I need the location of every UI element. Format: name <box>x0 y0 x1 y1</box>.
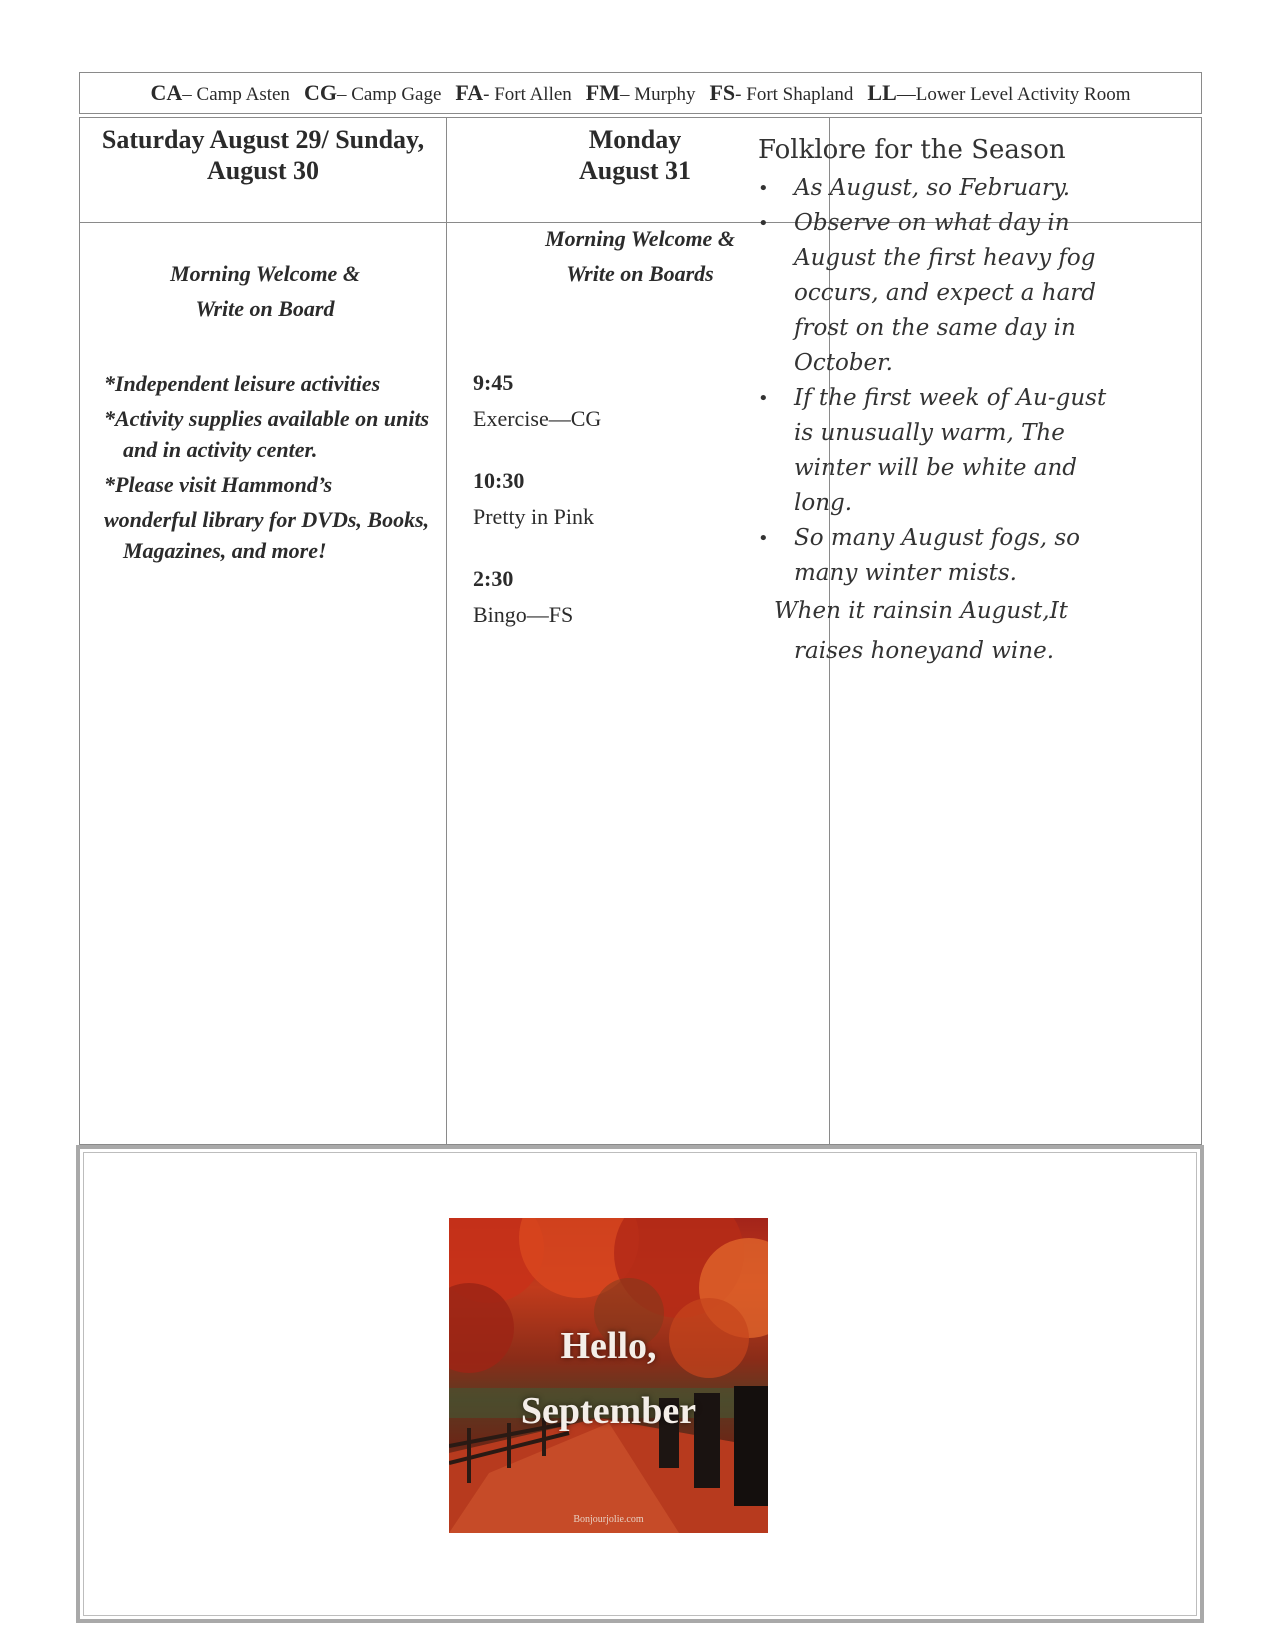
monday-day-name: Monday <box>588 125 682 154</box>
weekend-note: *Please visit Hammond’s <box>104 472 333 497</box>
schedule-slot <box>473 561 803 633</box>
weekend-note: wonderful library for DVDs, Books, Magazines, and more! <box>104 507 430 563</box>
folklore-closing: When it rainsin August,It raises honeyand wine. <box>774 598 1068 664</box>
folklore-item: • Observe on what day in August the first heavy fog occurs, and expect a hard frost on the same day in October. <box>758 206 1113 381</box>
schedule-slot <box>473 365 803 437</box>
legend-item-fa: FA- Fort Allen <box>455 80 572 105</box>
legend-item-fs: FS- Fort Shapland <box>709 80 854 105</box>
weekend-header: Saturday August 29/ Sunday, August 30 <box>101 125 425 185</box>
photo-frame <box>76 1145 1204 1623</box>
weekend-notes <box>104 368 434 570</box>
weekend-note: *Independent leisure activities <box>104 371 381 396</box>
legend-item-fm: FM– Murphy <box>585 80 696 105</box>
slot-time: 10:30 <box>473 468 525 493</box>
folklore-item: • As August, so February. <box>758 171 1113 206</box>
column-divider <box>446 118 447 1144</box>
folklore-item: • So many August fogs, so many winter mists. <box>758 521 1113 591</box>
slot-activity: Bingo—FS <box>473 602 574 627</box>
location-legend <box>79 72 1202 114</box>
legend-item-ca: CA– Camp Asten <box>150 80 290 105</box>
poster-line-september: September <box>520 1390 697 1432</box>
monday-welcome: Morning Welcome & Write on Boards <box>545 226 735 286</box>
folklore-title: Folklore for the Season <box>758 135 1066 165</box>
legend-item-cg: CG– Camp Gage <box>303 80 442 105</box>
poster-line-hello: Hello, <box>560 1325 657 1367</box>
folklore-panel <box>758 133 1113 671</box>
weekend-note: *Activity supplies available on units and in activity center. <box>104 406 430 462</box>
legend-item-ll: LL—Lower Level Activity Room <box>867 80 1131 105</box>
poster-credit: Bonjourjolie.com <box>573 1514 644 1525</box>
slot-time: 9:45 <box>473 370 514 395</box>
weekend-welcome: Morning Welcome & Write on Board <box>170 261 360 321</box>
slot-activity: Exercise—CG <box>473 406 602 431</box>
slot-activity: Pretty in Pink <box>473 504 595 529</box>
folklore-item: • If the first week of Au-gust is unusually warm, The winter will be white and long. <box>758 381 1113 521</box>
schedule-slot <box>473 463 803 535</box>
hello-september-image <box>449 1218 768 1533</box>
monday-date: August 31 <box>579 156 691 185</box>
slot-time: 2:30 <box>473 566 514 591</box>
monday-schedule <box>473 365 803 659</box>
folklore-list <box>758 171 1113 591</box>
autumn-scene-illustration <box>449 1218 768 1533</box>
